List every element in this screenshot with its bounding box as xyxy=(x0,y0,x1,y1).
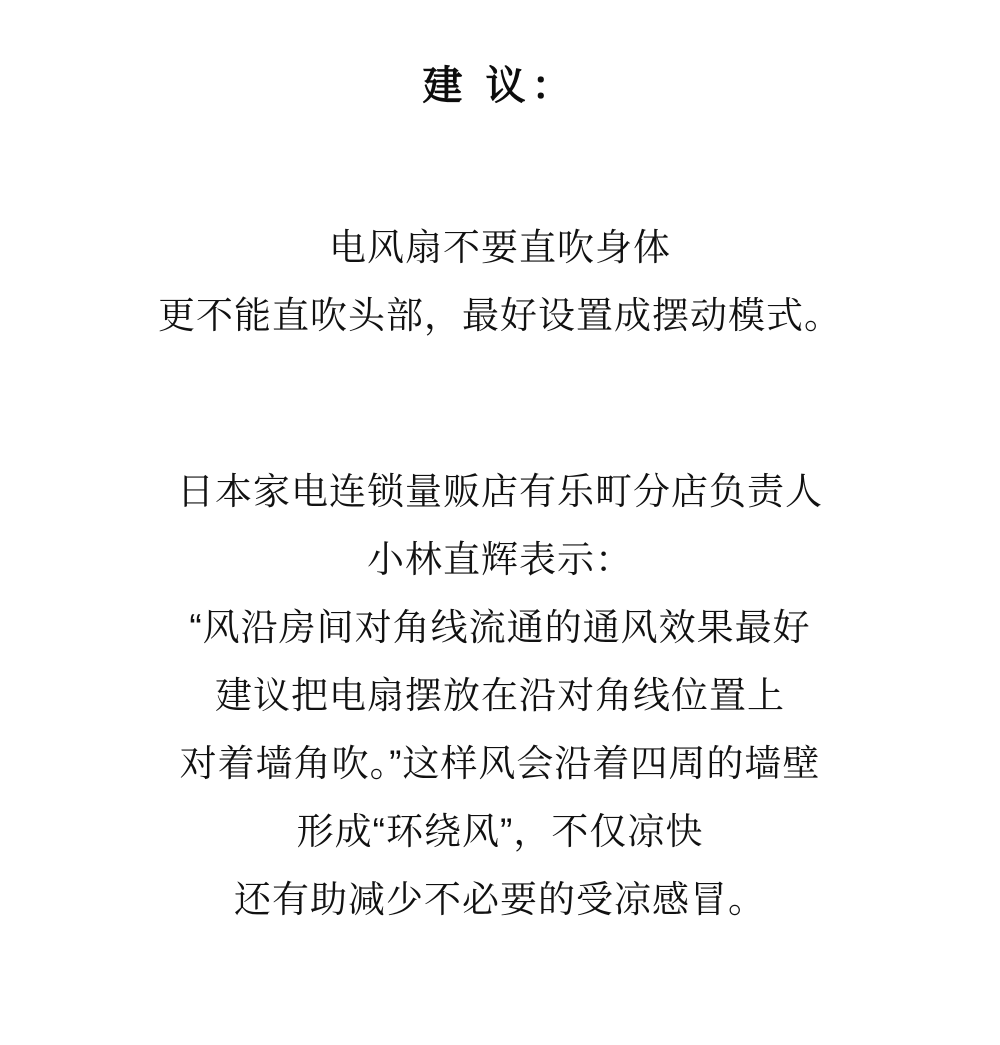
text-line: 还有助减少不必要的受凉感冒。 xyxy=(234,879,766,920)
text-line: “风沿房间对角线流通的通风效果最好 xyxy=(189,607,811,648)
text-line: 电风扇不要直吹身体 xyxy=(329,227,671,268)
text-line: 对着墙角吹。”这样风会沿着四周的墙壁 xyxy=(179,743,821,784)
text-line: 日本家电连锁量贩店有乐町分店负责人 xyxy=(177,471,823,512)
text-line: 更不能直吹头部，最好设置成摆动模式。 xyxy=(158,295,842,336)
paragraph-advice-fan xyxy=(0,214,1000,350)
page-title: 建 议： xyxy=(422,64,578,108)
paragraph-advice-quote xyxy=(0,458,1000,934)
text-line: 建议把电扇摆放在沿对角线位置上 xyxy=(215,675,785,716)
text-line: 形成“环绕风”，不仅凉快 xyxy=(296,811,704,852)
text-line: 小林直辉表示： xyxy=(367,539,633,580)
